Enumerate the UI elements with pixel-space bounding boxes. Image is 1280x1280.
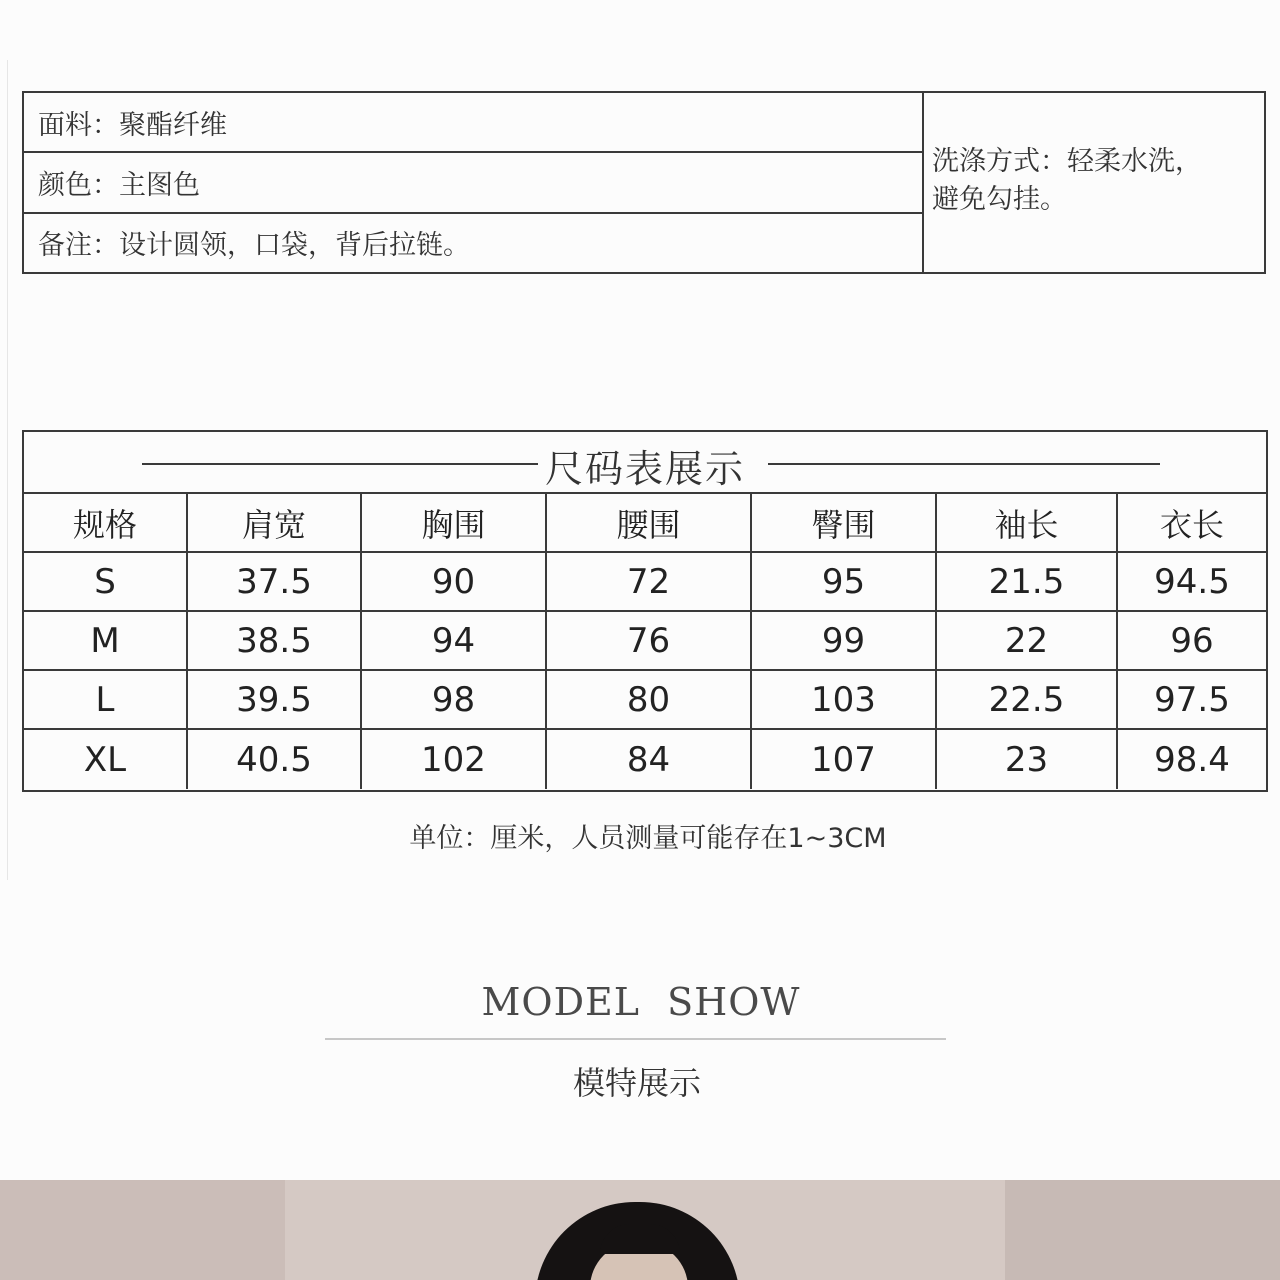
size-header-cell: 袖长 xyxy=(937,494,1118,553)
size-cell: M xyxy=(24,612,188,671)
size-cell: 23 xyxy=(937,730,1118,789)
size-cell: S xyxy=(24,553,188,612)
size-header-cell: 腰围 xyxy=(547,494,752,553)
size-cell: 94.5 xyxy=(1118,553,1266,612)
size-cell: 96 xyxy=(1118,612,1266,671)
size-header-cell: 胸围 xyxy=(362,494,547,553)
size-cell: 37.5 xyxy=(188,553,362,612)
note-row: 备注：设计圆领，口袋，背后拉链。 xyxy=(24,212,922,272)
size-cell: 103 xyxy=(752,671,937,730)
size-cell: 98 xyxy=(362,671,547,730)
wash-line-2: 避免勾挂。 xyxy=(932,184,1067,215)
size-grid xyxy=(24,494,1266,789)
size-cell: 90 xyxy=(362,553,547,612)
size-cell: 94 xyxy=(362,612,547,671)
size-cell: XL xyxy=(24,730,188,789)
size-header-cell: 规格 xyxy=(24,494,188,553)
size-cell: 22 xyxy=(937,612,1118,671)
page-edge-line xyxy=(7,60,8,880)
size-cell: 95 xyxy=(752,553,937,612)
model-show-divider xyxy=(325,1038,946,1040)
wash-line-1: 洗涤方式：轻柔水洗， xyxy=(932,146,1202,177)
wash-instructions xyxy=(924,93,1264,272)
size-chart-table xyxy=(22,430,1268,792)
size-chart-title: 尺码表展示 xyxy=(544,447,745,491)
size-cell: 99 xyxy=(752,612,937,671)
size-cell: 39.5 xyxy=(188,671,362,730)
size-header-cell: 衣长 xyxy=(1118,494,1266,553)
size-cell: 107 xyxy=(752,730,937,789)
size-cell: 76 xyxy=(547,612,752,671)
size-cell: 102 xyxy=(362,730,547,789)
size-header-cell: 臀围 xyxy=(752,494,937,553)
size-cell: 22.5 xyxy=(937,671,1118,730)
size-cell: 98.4 xyxy=(1154,739,1230,780)
color-row: 颜色：主图色 xyxy=(24,151,922,211)
model-show-subtitle: 模特展示 xyxy=(572,1064,701,1102)
product-info-left xyxy=(24,93,924,272)
size-header-cell: 肩宽 xyxy=(188,494,362,553)
title-rule-right xyxy=(768,463,1160,465)
product-info-table xyxy=(22,91,1266,274)
size-cell: 84 xyxy=(547,730,752,789)
model-photo xyxy=(0,1180,1280,1280)
model-show-title: MODEL SHOW xyxy=(481,980,801,1024)
size-cell: 21.5 xyxy=(937,553,1118,612)
size-cell: 72 xyxy=(547,553,752,612)
size-cell: L xyxy=(24,671,188,730)
size-cell: 38.5 xyxy=(188,612,362,671)
fabric-row: 面料：聚酯纤维 xyxy=(38,109,227,141)
unit-note: 单位：厘米，人员测量可能存在1~3CM xyxy=(409,823,887,854)
size-cell: 80 xyxy=(547,671,752,730)
size-cell: 40.5 xyxy=(188,730,362,789)
size-chart-title-row xyxy=(24,432,1266,494)
size-cell: 97.5 xyxy=(1118,671,1266,730)
photo-background-right xyxy=(1005,1180,1280,1280)
